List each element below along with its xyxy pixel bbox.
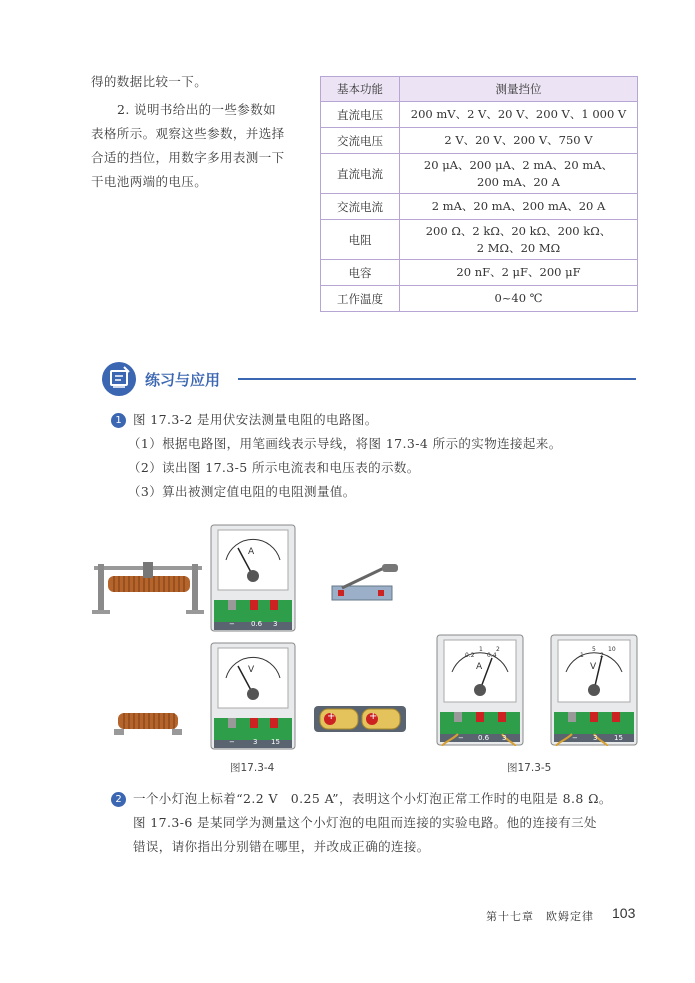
terminal-label: 0.6 <box>251 620 263 628</box>
table-cell: 直流电压 <box>321 102 400 128</box>
table-cell: 200 Ω、2 kΩ、20 kΩ、200 kΩ、 2 MΩ、20 MΩ <box>400 220 638 260</box>
meter-letter: A <box>476 662 483 672</box>
scale-label: 0.4 <box>487 652 497 659</box>
table-header: 基本功能 <box>321 77 400 102</box>
scale-label: 10 <box>608 646 616 653</box>
spec-table <box>320 76 638 312</box>
question-number: 2 <box>111 792 126 807</box>
table-cell: 20 μA、200 μA、2 mA、20 mA、 200 mA、20 A <box>400 154 638 194</box>
scale-label: 2 <box>600 652 604 659</box>
terminal-label: 3 <box>502 734 507 742</box>
meter-letter: A <box>248 547 255 557</box>
table-cell: 20 nF、2 μF、200 μF <box>400 260 638 286</box>
scale-label: 1 <box>580 652 584 659</box>
table-cell: 交流电压 <box>321 128 400 154</box>
intro-para-line: 2. 说明书给出的一些参数如 <box>117 102 277 117</box>
terminal-label: 3 <box>273 620 278 628</box>
section-divider <box>238 378 636 380</box>
intro-line: 得的数据比较一下。 <box>91 74 208 89</box>
question-sub: （3）算出被测定值电阻的电阻测量值。 <box>128 484 356 499</box>
scale-label: 0.2 <box>465 652 475 659</box>
table-cell: 2 mA、20 mA、200 mA、20 A <box>400 194 638 220</box>
meter-letter: V <box>590 662 597 672</box>
figure-caption: 图17.3-4 <box>230 762 275 774</box>
question-sub: （2）读出图 17.3-5 所示电流表和电压表的示数。 <box>128 460 420 475</box>
table-cell: 200 mV、2 V、20 V、200 V、1 000 V <box>400 102 638 128</box>
terminal-label: 15 <box>271 738 280 746</box>
terminal-label: − <box>572 734 578 742</box>
question-sub: （1）根据电路图，用笔画线表示导线，将图 17.3-4 所示的实物连接起来。 <box>128 436 562 451</box>
terminal-label: 3 <box>253 738 258 746</box>
question-text: 错误，请你指出分别错在哪里，并改成正确的连接。 <box>133 839 430 854</box>
scale-label: 1 <box>479 646 483 653</box>
terminal-label: 3 <box>593 734 598 742</box>
intro-para-line: 表格所示。观察这些参数，并选择 <box>91 126 285 141</box>
question-text: 图 17.3-6 是某同学为测量这个小灯泡的电阻而连接的实验电路。他的连接有三处 <box>133 815 597 830</box>
intro-para-line: 合适的挡位，用数字多用表测一下 <box>91 150 285 165</box>
table-cell: 直流电流 <box>321 154 400 194</box>
table-cell: 电容 <box>321 260 400 286</box>
terminal-label: − <box>458 734 464 742</box>
question-text: 图 17.3-2 是用伏安法测量电阻的电路图。 <box>133 412 378 427</box>
page-number: 103 <box>612 905 636 921</box>
terminal-label: − <box>229 620 235 628</box>
battery-plus: + <box>327 711 336 722</box>
terminal-label: − <box>229 738 235 746</box>
table-cell: 0~40 ℃ <box>400 286 638 312</box>
figure-caption: 图17.3-5 <box>507 762 552 774</box>
rheostat-illustration <box>88 558 208 618</box>
resistor-illustration <box>112 705 184 737</box>
table-cell: 交流电流 <box>321 194 400 220</box>
terminal-label: 15 <box>614 734 623 742</box>
meter-letter: V <box>248 665 255 675</box>
exercise-icon <box>101 361 137 397</box>
intro-para-line: 干电池两端的电压。 <box>91 174 208 189</box>
voltmeter-illustration <box>210 642 296 750</box>
terminal-label: 0.6 <box>478 734 490 742</box>
section-title: 练习与应用 <box>145 371 221 389</box>
ammeter-illustration <box>210 524 296 632</box>
question-text: 一个小灯泡上标着“2.2 V 0.25 A”，表明这个小灯泡正常工作时的电阻是 8.8 Ω。 <box>133 791 612 806</box>
table-header: 测量挡位 <box>400 77 638 102</box>
chapter-footer: 第十七章 欧姆定律 <box>486 910 594 923</box>
table-cell: 电阻 <box>321 220 400 260</box>
question-number: 1 <box>111 413 126 428</box>
scale-label: 2 <box>496 646 500 653</box>
switch-illustration <box>328 562 404 604</box>
scale-label: 5 <box>592 646 596 653</box>
table-cell: 工作温度 <box>321 286 400 312</box>
table-cell: 2 V、20 V、200 V、750 V <box>400 128 638 154</box>
battery-plus: + <box>369 711 378 722</box>
